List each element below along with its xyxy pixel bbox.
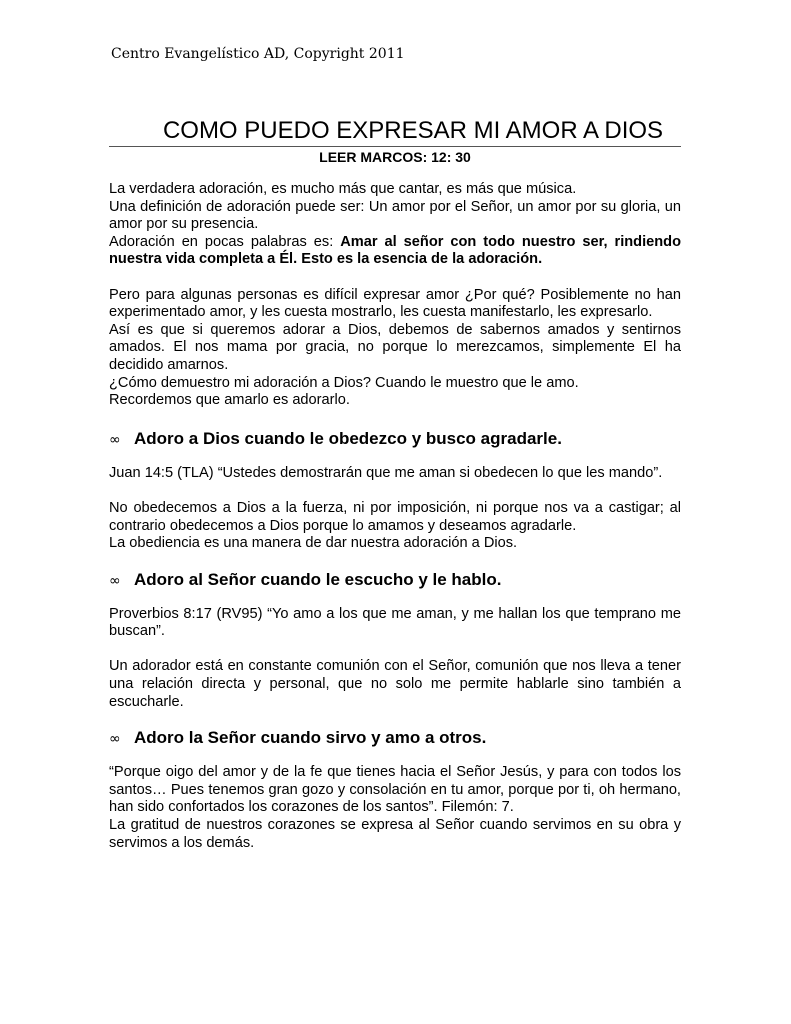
- scripture-reference: LEER MARCOS: 12: 30: [319, 149, 471, 165]
- section-heading-text: Adoro la Señor cuando sirvo y amo a otros.: [134, 728, 487, 748]
- section-heading-text: Adoro a Dios cuando le obedezco y busco agradarle.: [134, 428, 562, 448]
- paragraph-2-line-1: Pero para algunas personas es difícil expresar amor ¿Por qué? Posiblemente no han experimentado amor, y les cuesta mostrarlo, les cuesta manifestarlo, les expresarlo.: [109, 286, 681, 321]
- infinity-bullet-icon: ∞: [109, 572, 121, 589]
- intro-line-3-lead: Adoración en pocas palabras es:: [109, 233, 341, 250]
- section-heading-text: Adoro al Señor cuando le escucho y le hablo.: [134, 569, 502, 589]
- title-underline: [109, 146, 681, 147]
- document-title-text: COMO PUEDO EXPRESAR MI AMOR A DIOS: [162, 117, 664, 144]
- document-title: [109, 117, 681, 145]
- infinity-bullet-icon: ∞: [109, 731, 121, 748]
- intro-line-1: La verdadera adoración, es mucho más que cantar, es más que música.: [109, 181, 577, 197]
- copyright-header: Centro Evangelístico AD, Copyright 2011: [111, 46, 405, 62]
- section-paragraph: La obediencia es una manera de dar nuestra adoración a Dios.: [109, 535, 518, 552]
- intro-line-2: Una definición de adoración puede ser: Un amor por el Señor, un amor por su gloria, un amor por su presencia.: [109, 198, 681, 233]
- section-verse: “Porque oigo del amor y de la fe que tienes hacia el Señor Jesús, y para con todos los santos… Pues tenemos gran gozo y consolación en tu amor, porque por ti, oh hermano, han sido confortados los corazones de los santos”. Filemón: 7.: [109, 764, 681, 816]
- section-paragraph: Un adorador está en constante comunión con el Señor, comunión que nos lleva a tener una relación directa y personal, que no solo me permite hablarle sino también a escucharle.: [109, 658, 681, 710]
- section-paragraph: No obedecemos a Dios a la fuerza, ni por imposición, ni porque nos va a castigar; al contrario obedecemos a Dios porque lo amamos y deseamos agradarle.: [109, 499, 681, 534]
- paragraph-2-line-2: Así es que si queremos adorar a Dios, debemos de sabernos amados y sentirnos amados. El nos mama por gracia, no porque lo merezcamos, simplemente El ha decidido amarnos.: [109, 321, 681, 373]
- section-paragraph: La gratitud de nuestros corazones se expresa al Señor cuando servimos en su obra y servimos a los demás.: [109, 817, 681, 851]
- section-verse: Juan 14:5 (TLA) “Ustedes demostrarán que me aman si obedecen lo que les mando”.: [109, 464, 663, 481]
- document-body: [109, 181, 681, 852]
- intro-line-3: [109, 234, 681, 269]
- section-verse: Proverbios 8:17 (RV95) “Yo amo a los que me aman, y me hallan los que temprano me buscan”.: [109, 605, 681, 640]
- section-heading-serve: [109, 727, 681, 750]
- paragraph-2-line-3: ¿Cómo demuestro mi adoración a Dios? Cuando le muestro que le amo.: [109, 374, 579, 391]
- paragraph-2-line-4: Recordemos que amarlo es adorarlo.: [109, 392, 350, 409]
- section-heading-obey: [109, 428, 681, 451]
- section-heading-listen: [109, 569, 681, 592]
- infinity-bullet-icon: ∞: [109, 431, 121, 448]
- intro-line-3-emphasis: Amar al señor con todo nuestro ser, rindiendo nuestra vida completa a Él. Esto es la esencia de la adoración.: [109, 233, 681, 268]
